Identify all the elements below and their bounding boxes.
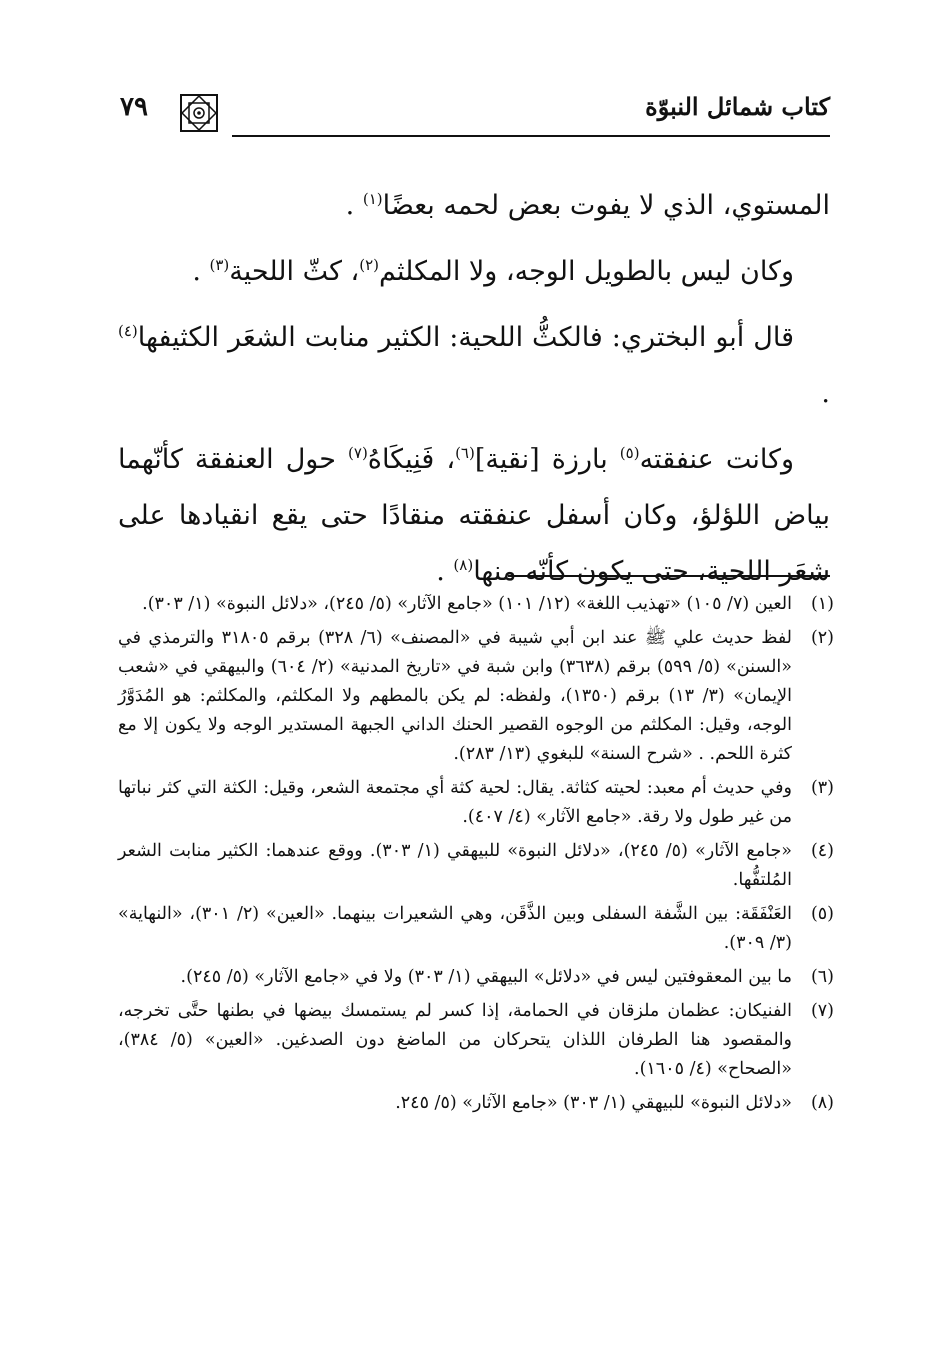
footnote-text: لفظ حديث علي ﷺ عند ابن أبي شيبة في «المصنف» (٦/ ٣٢٨) برقم ٣١٨٠٥ والترمذي في «السنن» (٥/ ٥٩٩) برقم (٣٦٣٨) وابن شبة في «تاريخ المدنية» (٢/ ٦٠٤) والبيهقي في «شعب الإيمان» (٣/ ١٣) برقم (١٣٥٠)، ولفظه: لم يكن بالمطهم ولا المكلثم، والمكلثم: هو المُدَوَّرُ الوجه، وقيل: المكلثم من الوجوه القصير الحنك الداني الجبهة المستدير الوجه ولا يكون إلا مع كثرة اللحم. . «شرح السنة» للبغوي (١٣/ ٢٨٣). <box>118 628 793 764</box>
footnote-8 <box>118 1089 834 1118</box>
footnote-number: (٦) <box>810 967 834 987</box>
footnote-number: (٧) <box>810 1001 834 1021</box>
footnote-7 <box>118 997 834 1084</box>
footnote-2 <box>118 624 834 769</box>
footnote-number: (٨) <box>810 1093 834 1113</box>
punctuation: . <box>192 256 210 287</box>
punctuation: . <box>436 556 454 587</box>
footnote-number: (٤) <box>810 841 834 861</box>
footnote-marker-1[interactable]: (١) <box>362 190 383 208</box>
footnote-separator <box>508 575 830 577</box>
footnote-4 <box>118 837 834 895</box>
paragraph-1 <box>118 178 830 234</box>
page-header <box>120 92 830 140</box>
footnote-text: الفنيكان: عظمان ملزقان في الحمامة، إذا كسر لم يستمسك بيضها في بطنها حتَّى تخرجه، والمقصود هنا الطرفان اللذان يتحركان من الماضغ دون الصدغين. «العين» (٥/ ٣٨٤)، «الصحاح» (٤/ ١٦٠٥). <box>118 1001 793 1079</box>
footnote-text: «دلائل النبوة» للبيهقي (١/ ٣٠٣) «جامع الآثار» (٥/ ٢٤٥. <box>395 1093 792 1113</box>
paragraph-text: ، فَنِيكَاهُ <box>367 444 456 475</box>
footnote-marker-2[interactable]: (٢) <box>359 256 380 274</box>
footnote-number: (٢) <box>810 628 834 648</box>
footnote-text: العَنْفَقَة: بين الشَّفة السفلى وبين الذَّقَن، وهي الشعيرات بينهما. «العين» (٢/ ٣٠١)، «النهاية» (٣/ ٣٠٩). <box>118 904 792 953</box>
footnote-marker-4[interactable]: (٤) <box>118 322 138 340</box>
footnote-3 <box>118 774 834 832</box>
punctuation: . <box>821 378 830 409</box>
header-rule <box>232 135 830 137</box>
footnote-text: العين (٧/ ١٠٥) «تهذيب اللغة» (١٢/ ١٠١) «جامع الآثار» (٥/ ٢٤٥)، «دلائل النبوة» (١/ ٣٠٣). <box>142 594 792 614</box>
paragraph-3 <box>118 310 830 422</box>
footnote-text: وفي حديث أم معبد: لحيته كثاثة. يقال: لحية كثة أي مجتمعة الشعر، وقيل: الكثة التي كثر نباتها من غير طول ولا رقة. «جامع الآثار» (٤/ ٤٠٧). <box>118 778 792 827</box>
paragraph-text: وكانت عنفقته <box>639 444 794 475</box>
paragraph-text: وكان ليس بالطويل الوجه، ولا المكلثم <box>379 256 794 287</box>
footnotes <box>118 590 834 1123</box>
paragraph-text: قال أبو البختري: فالكثُّ اللحية: الكثير منابت الشعَر الكثيفها <box>137 322 794 353</box>
footnote-number: (٣) <box>810 778 834 798</box>
footnote-text: «جامع الآثار» (٥/ ٢٤٥)، «دلائل النبوة» للبيهقي (١/ ٣٠٣). ووقع عندهما: الكثير منابت الشعر المُلتفُّها. <box>118 841 792 890</box>
punctuation: . <box>345 190 363 221</box>
footnote-1 <box>118 590 834 619</box>
footnote-number: (٥) <box>810 904 834 924</box>
footnote-marker-7[interactable]: (٧) <box>348 444 368 462</box>
main-text <box>118 178 830 610</box>
footnote-5 <box>118 900 834 958</box>
ornament-icon <box>178 92 220 134</box>
paragraph-text: ، كثّ اللحية <box>229 256 360 287</box>
footnote-marker-6[interactable]: (٦) <box>455 444 475 462</box>
paragraph-text: حول العنفقة كأنّهما بياض اللؤلؤ، وكان أسفل عنفقته منقادًا حتى يقع انقيادها على شعَر اللحية، حتى يكون كأنّه منها <box>118 444 830 587</box>
footnote-marker-5[interactable]: (٥) <box>619 444 640 462</box>
footnote-marker-8[interactable]: (٨) <box>453 556 474 574</box>
footnote-6 <box>118 963 834 992</box>
footnote-number: (١) <box>810 594 834 614</box>
page-number: ٧٩ <box>120 92 148 122</box>
footnote-text: ما بين المعقوفتين ليس في «دلائل» البيهقي (١/ ٣٠٣) ولا في «جامع الآثار» (٥/ ٢٤٥). <box>180 967 792 987</box>
footnote-marker-3[interactable]: (٣) <box>209 256 230 274</box>
running-title: كتاب شمائل النبوّة <box>645 92 830 121</box>
paragraph-text: بارزة [نقية] <box>474 444 620 475</box>
paragraph-2 <box>118 244 830 300</box>
paragraph-text: المستوي، الذي لا يفوت بعض لحمه بعضًا <box>382 190 830 221</box>
